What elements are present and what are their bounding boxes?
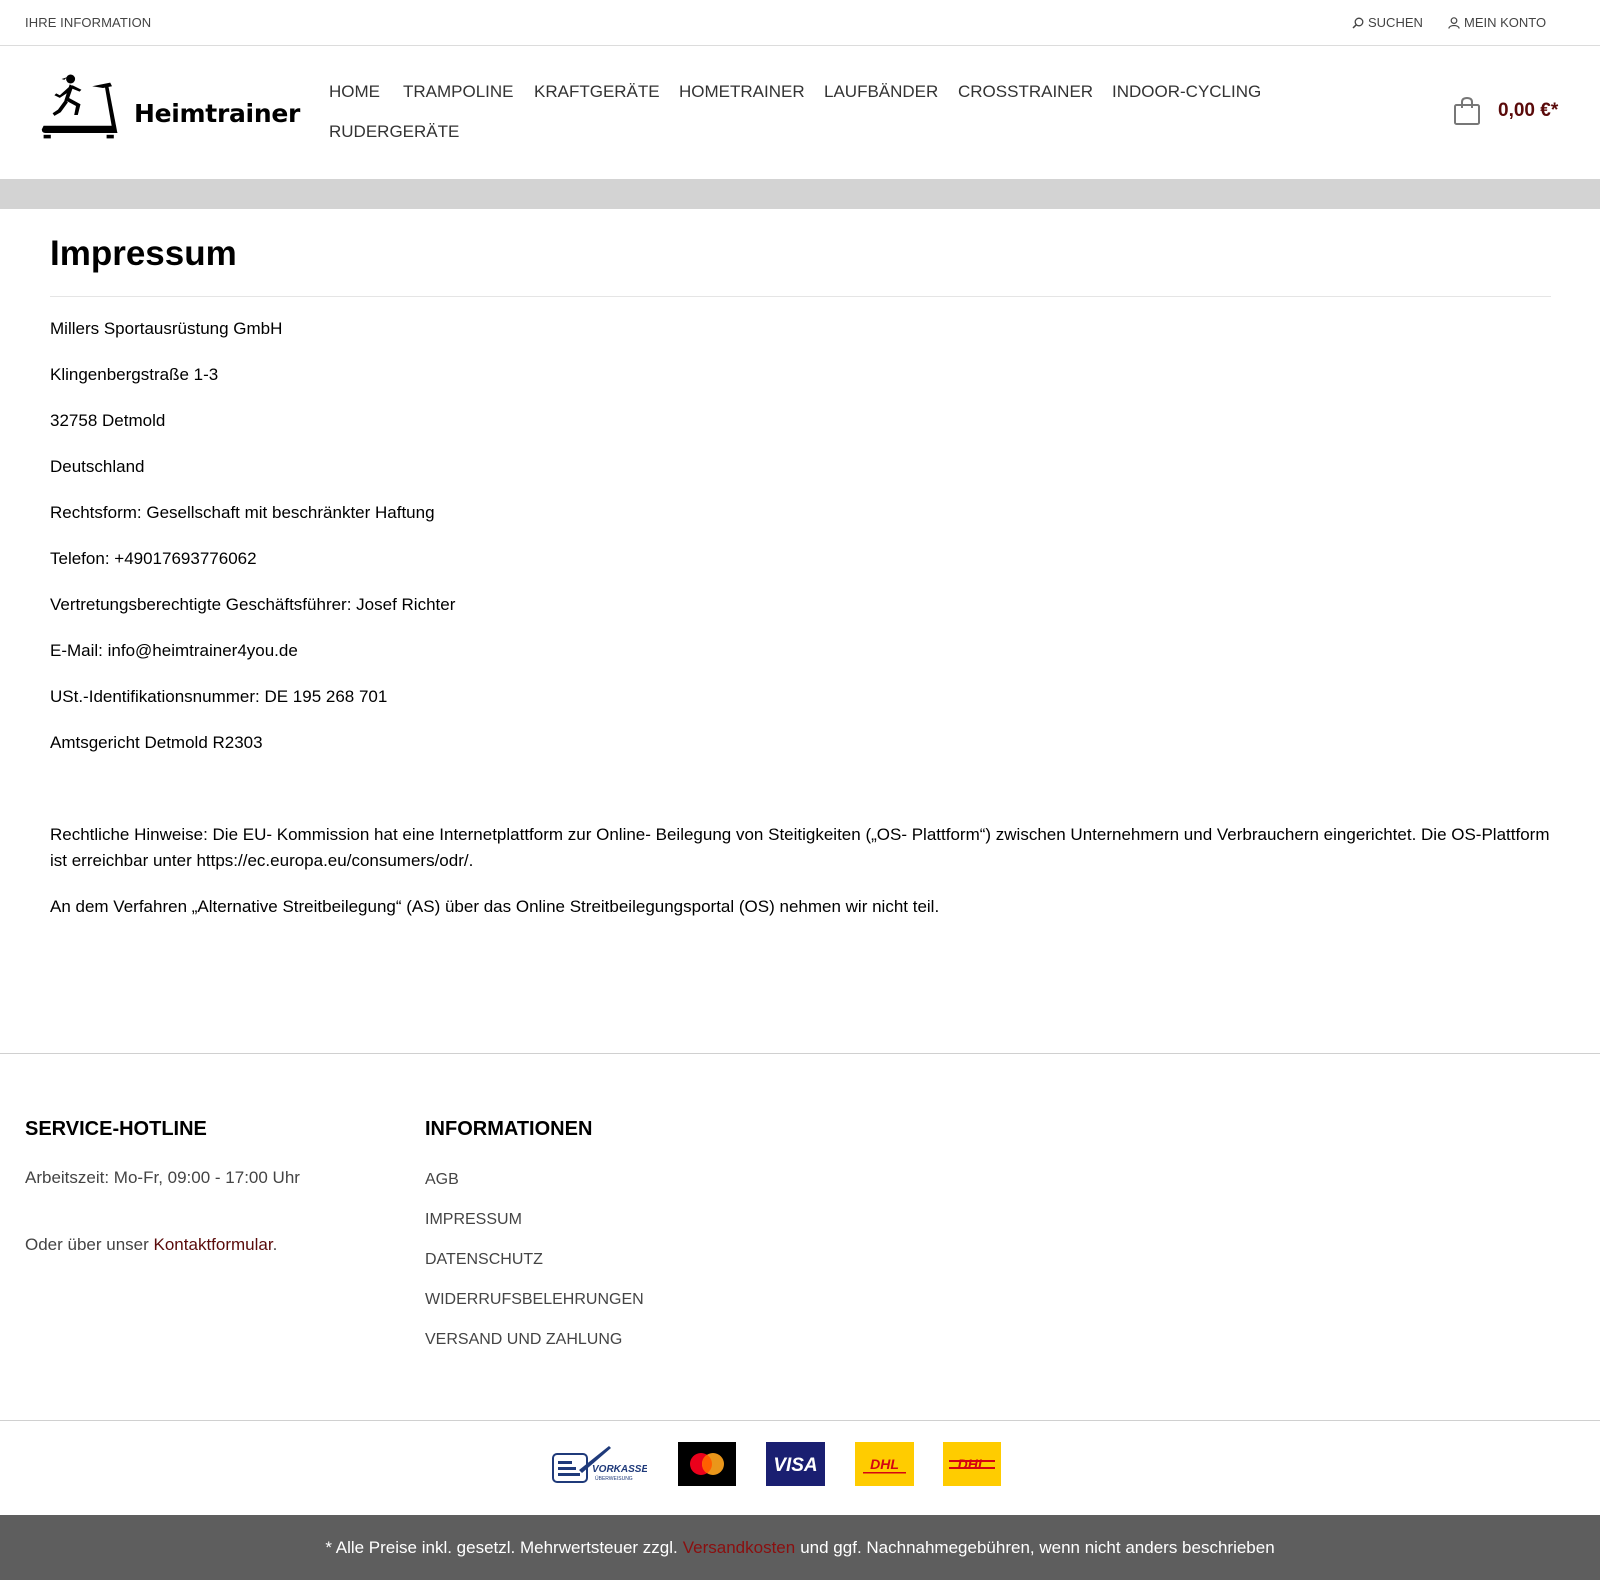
company-name: Millers Sportausrüstung GmbH	[50, 319, 283, 338]
treadmill-runner-icon	[40, 66, 130, 146]
vorkasse-subtitle: ÜBERWEISUNG	[595, 1476, 633, 1482]
search-label: SUCHEN	[1368, 15, 1423, 30]
header	[0, 46, 1600, 179]
search-icon	[1352, 17, 1364, 29]
dhl-logo	[855, 1442, 914, 1486]
dhl-text: DHL	[870, 1456, 899, 1472]
footer-divider	[0, 1053, 1600, 1054]
nav-home[interactable]: HOME	[329, 82, 380, 101]
breadcrumb-bar	[0, 179, 1600, 209]
vorkasse-logo	[551, 1442, 647, 1486]
cart-total: 0,00 €*	[1498, 100, 1559, 121]
court-register: Amtsgericht Detmold R2303	[50, 733, 263, 752]
footer-link-datenschutz[interactable]: DATENSCHUTZ	[425, 1251, 543, 1268]
legal-notice: Rechtliche Hinweise: Die EU- Kommission hat eine Internetplattform zur Online- Beilegung von Steitigkeiten („OS- Plattform“) zwischen Unternehmern und Verbrauchern eingerichtet. Die OS-Plattform ist erreichbar unter https://ec.europa.eu/consumers/odr/.	[50, 825, 1550, 870]
vorkasse-title: VORKASSE	[592, 1464, 647, 1475]
price-notice-suffix: und ggf. Nachnahmegebühren, wenn nicht anders beschrieben	[800, 1537, 1275, 1557]
nav-kraftgeraete[interactable]: KRAFTGERÄTE	[534, 82, 660, 101]
shipping-costs-link[interactable]: Versandkosten	[682, 1537, 796, 1557]
contact-form-link[interactable]: Kontaktformular	[153, 1235, 273, 1254]
email: E-Mail: info@heimtrainer4you.de	[50, 641, 298, 660]
nav-laufbaender[interactable]: LAUFBÄNDER	[824, 82, 939, 101]
account-link[interactable]	[1448, 15, 1546, 30]
city-address: 32758 Detmold	[50, 411, 166, 430]
visa-text: VISA	[773, 1455, 818, 1476]
phone: Telefon: +49017693776062	[50, 549, 257, 568]
street-address: Klingenbergstraße 1-3	[50, 365, 219, 384]
managing-director: Vertretungsberechtigte Geschäftsführer: Josef Richter	[50, 595, 456, 614]
visa-logo	[766, 1442, 825, 1486]
hotline-title: SERVICE-HOTLINE	[25, 1118, 207, 1140]
vat-id: USt.-Identifikationsnummer: DE 195 268 701	[50, 687, 388, 706]
nav-crosstrainer[interactable]: CROSSTRAINER	[958, 82, 1094, 101]
nav-hometrainer[interactable]: HOMETRAINER	[679, 82, 805, 101]
contact-suffix: .	[272, 1235, 278, 1254]
page-title: Impressum	[50, 234, 237, 273]
price-notice-prefix: * Alle Preise inkl. gesetzl. Mehrwertsteuer zzgl.	[325, 1537, 678, 1557]
payments-divider	[0, 1420, 1600, 1421]
contact-prefix: Oder über unser	[25, 1235, 154, 1254]
nav-trampoline[interactable]: TRAMPOLINE	[403, 82, 514, 101]
contact-line	[25, 1235, 277, 1255]
country: Deutschland	[50, 457, 145, 476]
footer-link-impressum[interactable]: IMPRESSUM	[425, 1211, 522, 1228]
search-link[interactable]	[1352, 15, 1423, 30]
logo[interactable]	[40, 66, 300, 146]
dhl-express-text: DHL	[957, 1456, 987, 1472]
legal-form: Rechtsform: Gesellschaft mit beschränkter Haftung	[50, 503, 435, 522]
top-bar	[0, 0, 1600, 46]
nav-rudergeraete[interactable]: RUDERGERÄTE	[329, 122, 460, 141]
account-label: MEIN KONTO	[1464, 15, 1547, 30]
footer-link-versand[interactable]: VERSAND UND ZAHLUNG	[425, 1331, 623, 1348]
footer-link-agb[interactable]: AGB	[425, 1171, 459, 1188]
info-link[interactable]: IHRE INFORMATION	[25, 15, 152, 30]
user-icon	[1448, 17, 1460, 29]
footer-link-widerruf[interactable]: WIDERRUFSBELEHRUNGEN	[425, 1291, 644, 1308]
logo-text: Heimtrainer	[134, 98, 300, 128]
dispute-notice: An dem Verfahren „Alternative Streitbeilegung“ (AS) über das Online Streitbeilegungsportal (OS) nehmen wir nicht teil.	[50, 897, 940, 916]
shopping-bag-icon	[1452, 96, 1482, 126]
cart-button[interactable]	[1452, 96, 1558, 126]
mastercard-logo	[678, 1442, 736, 1486]
info-title: INFORMATIONEN	[425, 1118, 593, 1140]
price-notice-bar	[0, 1515, 1600, 1580]
dhl-express-logo	[943, 1442, 1001, 1486]
nav-indoor-cycling[interactable]: INDOOR-CYCLING	[1112, 82, 1262, 101]
title-divider	[50, 296, 1551, 297]
hotline-hours: Arbeitszeit: Mo-Fr, 09:00 - 17:00 Uhr	[25, 1168, 300, 1187]
